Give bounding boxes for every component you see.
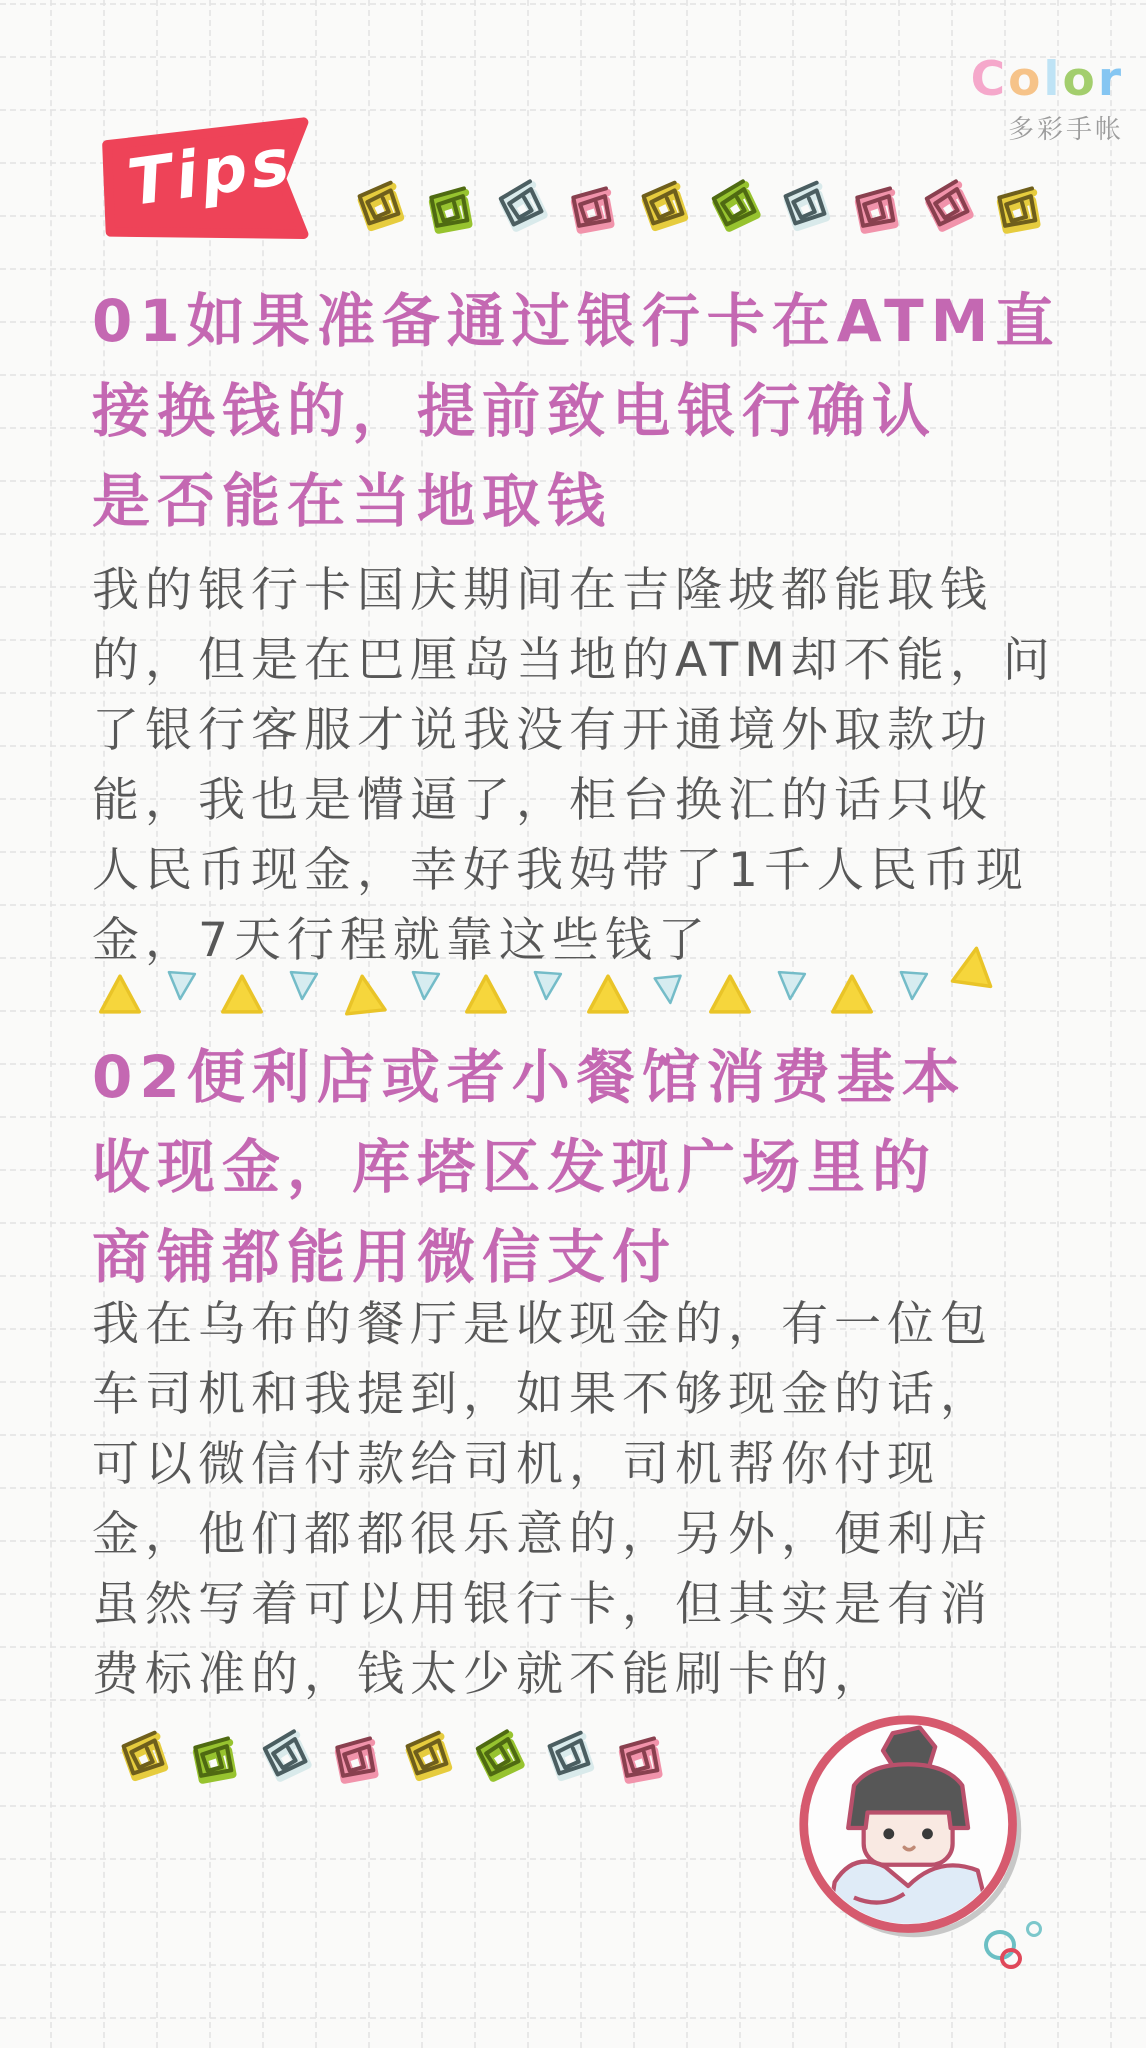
blue-down-triangle-icon [895, 969, 931, 1003]
spiral-triangle-icon [414, 172, 484, 244]
body-line: 我在乌布的餐厅是收现金的，有一位包 [92, 1297, 993, 1352]
body-line: 的，但是在巴厘岛当地的ATM却不能，问 [92, 633, 1056, 688]
heading-line: 收现金，库塔区发现广场里的 [92, 1133, 938, 1201]
heading-line: 01如果准备通过银行卡在ATM直 [92, 287, 1061, 355]
body-line: 费标准的，钱太少就不能刷卡的， [92, 1647, 887, 1702]
heading-line: 商铺都能用微信支付 [92, 1223, 678, 1291]
brand-logo-letter: o [1008, 52, 1044, 107]
spiral-triangle-icon [178, 1722, 248, 1794]
heading-line: 02便利店或者小餐馆消费基本 [92, 1043, 967, 1111]
body-line: 了银行客服才说我没有开通境外取款功 [92, 703, 993, 758]
red-circle-doodle-icon [1000, 1948, 1022, 1969]
section-01-heading [92, 276, 1060, 546]
brand-logo [970, 52, 1124, 107]
triangle-divider-row [86, 972, 1102, 1016]
girl-with-bun-avatar-icon [796, 1712, 1028, 1944]
spiral-triangle-icon [250, 1718, 319, 1789]
grid-line [0, 268, 1146, 270]
heading-line: 是否能在当地取钱 [92, 467, 613, 535]
yellow-up-triangle-icon [829, 972, 875, 1016]
brand-logo-letter: o [1062, 52, 1098, 107]
spiral-triangle-icon [112, 1722, 174, 1786]
yellow-up-triangle-icon [97, 972, 143, 1016]
spiral-triangle-icon [486, 168, 555, 239]
spiral-triangles-row-top [348, 172, 1049, 236]
spiral-triangle-icon [774, 172, 836, 236]
tips-banner [99, 118, 323, 248]
brand-logo-letter: r [1097, 52, 1124, 107]
avatar [796, 1712, 1028, 1944]
spiral-triangle-icon [604, 1722, 674, 1794]
tips-label: Tips [123, 124, 298, 222]
spiral-triangle-icon [396, 1722, 458, 1786]
spiral-triangle-icon [699, 168, 768, 239]
body-line: 可以微信付款给司机，司机帮你付现 [92, 1437, 940, 1492]
yellow-up-triangle-icon [948, 941, 1000, 991]
spiral-triangle-icon [320, 1722, 390, 1794]
grid-line [50, 0, 52, 2048]
grid-line [0, 2017, 1146, 2019]
body-line: 金，7天行程就靠这些钱了 [92, 913, 711, 968]
spiral-triangle-icon [463, 1718, 532, 1789]
body-line: 虽然写着可以用银行卡，但其实是有消 [92, 1577, 993, 1632]
section-01-body [92, 556, 1056, 976]
blue-down-triangle-icon [163, 969, 199, 1003]
brand-logo-letter: l [1043, 52, 1063, 107]
section-02-body [92, 1290, 993, 1710]
grid-line [1110, 0, 1112, 2048]
body-line: 能，我也是懵逼了，柜台换汇的话只收 [92, 773, 993, 828]
yellow-up-triangle-icon [463, 972, 509, 1016]
spiral-triangle-icon [912, 168, 981, 239]
spiral-triangle-icon [982, 172, 1052, 244]
yellow-up-triangle-icon [219, 972, 265, 1016]
body-line: 人民币现金，幸好我妈带了1千人民币现 [92, 843, 1029, 898]
spiral-triangle-icon [538, 1722, 600, 1786]
spiral-triangles-row-bottom [112, 1722, 671, 1786]
grid-line [0, 1964, 1146, 1966]
blue-down-triangle-icon [285, 969, 321, 1003]
blue-down-triangle-icon [529, 969, 565, 1003]
spiral-triangle-icon [840, 172, 910, 244]
yellow-up-triangle-icon [585, 972, 631, 1016]
brand-logo-letter: C [970, 52, 1009, 107]
blue-down-triangle-icon [407, 969, 443, 1003]
brand-watermark [970, 52, 1124, 146]
teal-circle-small-doodle-icon [1026, 1921, 1042, 1937]
blue-down-triangle-icon [773, 969, 809, 1003]
body-line: 金，他们都都很乐意的，另外，便利店 [92, 1507, 993, 1562]
spiral-triangle-icon [348, 172, 410, 236]
grid-line [0, 3, 1146, 5]
body-line: 车司机和我提到，如果不够现金的话， [92, 1367, 993, 1422]
spiral-triangle-icon [556, 172, 626, 244]
yellow-up-triangle-icon [339, 970, 389, 1019]
spiral-triangle-icon [632, 172, 694, 236]
brand-subtitle: 多彩手帐 [1007, 115, 1124, 145]
section-02-heading [92, 1032, 967, 1302]
heading-line: 接换钱的，提前致电银行确认 [92, 377, 938, 445]
yellow-up-triangle-icon [707, 972, 753, 1016]
body-line: 我的银行卡国庆期间在吉隆坡都能取钱 [92, 563, 993, 618]
blue-down-triangle-icon [650, 972, 687, 1007]
